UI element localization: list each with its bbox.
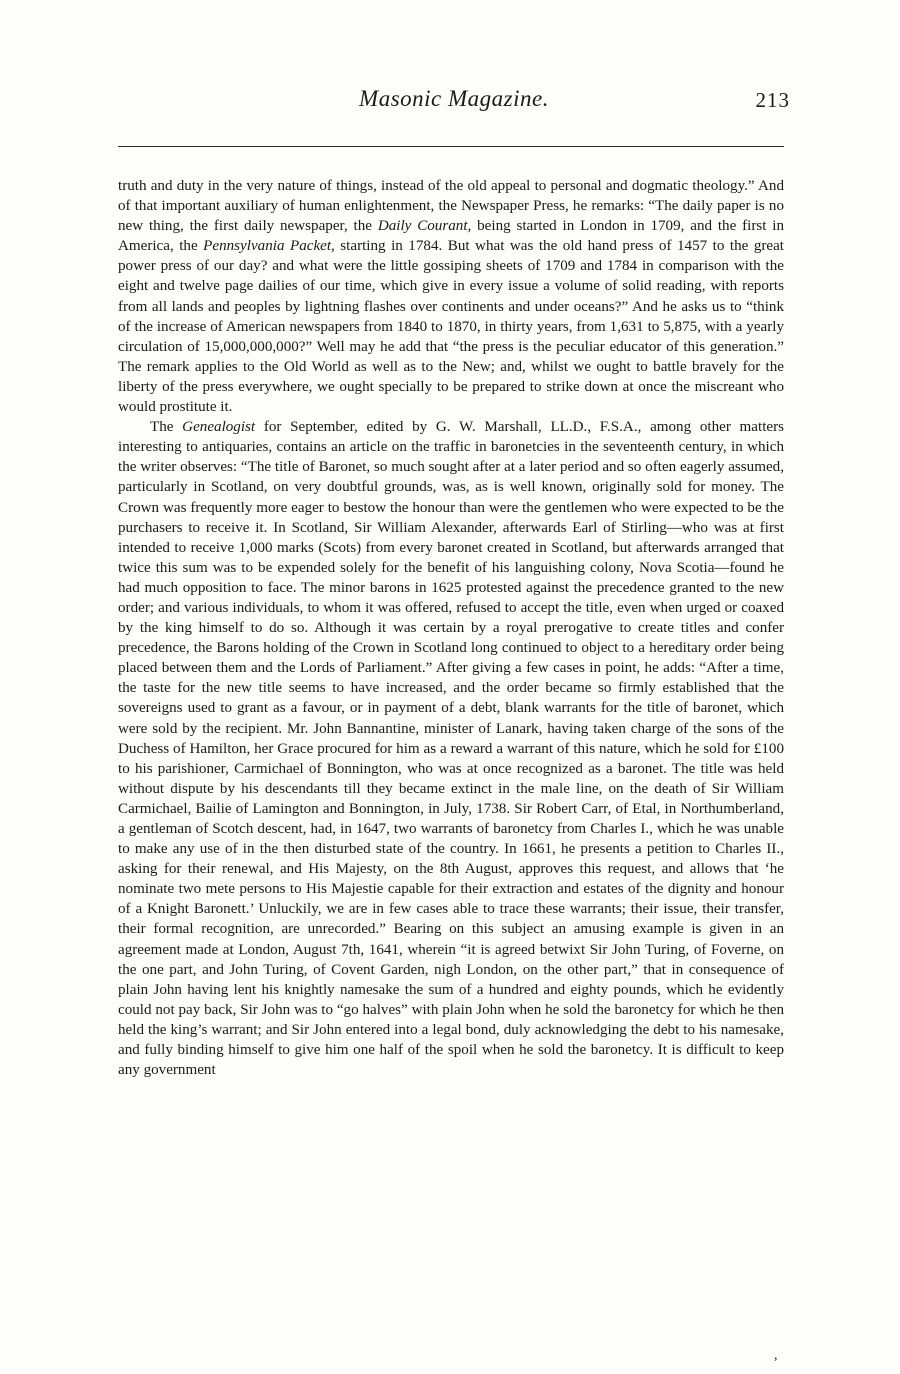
- newspaper-title-daily-courant: Daily Courant,: [377, 218, 472, 235]
- article-body: [118, 176, 784, 1080]
- journal-title-genealogist: Genealogist: [182, 419, 256, 436]
- running-head: [118, 86, 790, 122]
- text-run: starting in 1784. But what was the old hand press of 1457 to the great power press of our day? and what were the little gossiping sheets of 1709 and 1784 in comparison with the eight and twelve page dailies of our time, which give in every issue a volume of solid reading, with reports from all lands and peoples by lightning flashes over continents and under oceans?” And he asks us to “think of the increase of American newspapers from 1840 to 1870, in thirty years, from 1,631 to 5,875, with a yearly circulation of 15,000,000,000?” Well may he add that “the press is the peculiar educator of this generation.” The remark applies to the Old World as well as to the New; and, whilst we ought to battle bravely for the liberty of the press everywhere, we ought specially to be prepared to strike down at once the miscreant who would prostitute it.: [118, 238, 784, 416]
- text-run: being started in London in 1709, and the first in America, the: [118, 218, 785, 255]
- text-run: The: [150, 419, 183, 436]
- newspaper-title-pennsylvania-packet: Pennsylvania Packet,: [203, 238, 335, 255]
- page-number: 213: [755, 88, 790, 112]
- header-rule: [118, 146, 784, 147]
- text-run: truth and duty in the very nature of things, instead of the old appeal to personal and dogmatic theology.” And of that important auxiliary of human enlightenment, the Newspaper Press, he remarks: “The daily paper is no new thing, the first daily newspaper, the: [118, 178, 784, 235]
- paragraph-genealogist: [118, 417, 784, 1080]
- text-run: for September, edited by G. W. Marshall, LL.D., F.S.A., among other matters interesting to antiquaries, contains an article on the traffic in baronetcies in the seventeenth century, in which the writer observes: “The title of Baronet, so much sought after at a later period and so often eagerly assumed, particularly in Scotland, on very doubtful grounds, was, as is well known, originally sold for money. The Crown was frequently more eager to bestow the honour than were the gentlemen who were expected to be the purchasers to receive it. In Scotland, Sir William Alexander, afterwards Earl of Stirling—who was at first intended to receive 1,000 marks (Scots) from every baronet created in Scotland, but afterwards arranged that twice this sum was to be expended solely for the benefit of his languishing colony, Nova Scotia—found he had much opposition to face. The minor barons in 1625 protested against the precedence granted to the new order; and various individuals, to whom it was offered, refused to accept the title, even when urged or coaxed by the king himself to do so. Although it was certain by a royal prerogative to create titles and confer precedence, the Barons holding of the Crown in Scotland long continued to object to a hereditary order being placed between them and the Lords of Parliament.” After giving a few cases in point, he adds: “After a time, the taste for the new title seems to have increased, and the order became so firmly established that the sovereigns used to grant as a favour, or in payment of a debt, blank warrants for the title of baronet, which were sold by the recipient. Mr. John Bannantine, minister of Lanark, having taken charge of the sons of the Duchess of Hamilton, her Grace procured for him as a reward a warrant of this nature, which he sold for £100 to his parishioner, Carmichael of Bonnington, who was at once recognized as a baronet. The title was held without dispute by his descendants till they became extinct in the male line, on the death of Sir William Carmichael, Bailie of Lamington and Bonnington, in July, 1738. Sir Robert Carr, of Etal, in Northumberland, a gentleman of Scotch descent, had, in 1647, two warrants of baronetcy from Charles I., which he was unable to make any use of in the then disturbed state of the country. In 1661, he presents a petition to Charles II., asking for their renewal, and His Majesty, on the 8th August, approves this request, and allows that ‘he nominate two mete persons to His Majestie capable for their extraction and estates of the dignity and honour of a Knight Baronett.’ Unluckily, we are in few cases able to trace these warrants; their issue, their transfer, their formal recognition, are unrecorded.” Bearing on this subject an amusing example is given in an agreement made at London, August 7th, 1641, wherein “it is agreed betwixt Sir John Turing, of Foverne, on the one part, and John Turing, of Covent Garden, nigh London, on the other part,” that in consequence of plain John having lent his knightly namesake the sum of a hundred and eighty pounds, which he evidently could not pay back, Sir John was to “go halves” with plain John when he sold the baronetcy for which he then held the king’s warrant; and Sir John entered into a legal bond, duly acknowledging the debt to his namesake, and fully binding himself to give him one half of the spoil when he sold the baronetcy. It is difficult to keep any government: [118, 419, 784, 1079]
- paragraph-newspaper-press: [118, 176, 784, 417]
- catchword-mark: ,: [774, 1348, 778, 1363]
- running-title: Masonic Magazine.: [359, 86, 549, 111]
